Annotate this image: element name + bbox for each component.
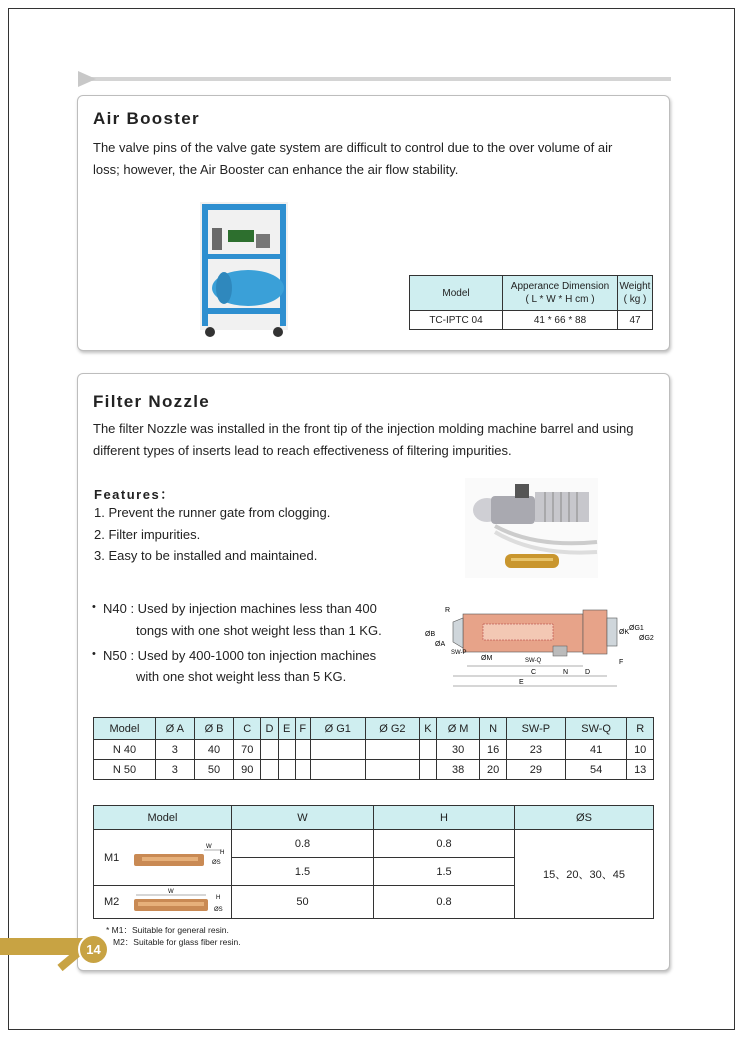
col-weight: Weight ( kg ): [618, 276, 653, 311]
nozzle-section-drawing: [423, 600, 654, 692]
dim-col-header: Ø B: [194, 718, 234, 740]
features-heading: Features：: [94, 487, 175, 502]
page-number: 14: [78, 934, 109, 965]
filter-nozzle-desc-line1: The filter Nozzle was installed in the front tip of the injection molding machine barrel and using: [93, 421, 634, 436]
dim-cell: [295, 760, 310, 780]
dim-col-header: SW-Q: [565, 718, 626, 740]
n50-line2: with one shot weight less than 5 KG.: [136, 669, 347, 684]
filter-nozzle-desc-line2: different types of inserts lead to reach effectiveness of filtering impurities.: [93, 443, 512, 458]
col-model: Model: [410, 276, 503, 311]
dim-cell: [260, 760, 278, 780]
dim-col-header: Model: [94, 718, 156, 740]
dim-cell: [365, 740, 420, 760]
m1-w1: 0.8: [232, 830, 374, 858]
insert-col-h: H: [374, 806, 515, 830]
dim-col-header: Ø A: [155, 718, 194, 740]
n40-line1: N40 : Used by injection machines less than 400: [103, 601, 377, 616]
dim-cell: 70: [234, 740, 260, 760]
dim-cell: [278, 760, 295, 780]
label-e: E: [519, 679, 524, 686]
dim-cell: [310, 740, 365, 760]
n40-line2: tongs with one shot weight less than 1 KG.: [136, 623, 382, 638]
svg-text:H: H: [216, 895, 221, 901]
dim-cell: [310, 760, 365, 780]
dim-col-header: R: [627, 718, 654, 740]
air-booster-table: [409, 275, 653, 330]
note-m1: * M1：Suitable for general resin.: [106, 925, 229, 935]
dim-cell: 40: [194, 740, 234, 760]
label-swq: SW-Q: [525, 658, 542, 664]
dim-cell: 3: [155, 760, 194, 780]
label-r: R: [445, 607, 451, 614]
svg-text:W: W: [206, 843, 213, 850]
dim-col-header: Ø M: [436, 718, 480, 740]
label-k: ØK: [619, 629, 630, 636]
label-f: F: [619, 659, 624, 666]
air-booster-image: [198, 200, 290, 340]
label-c: C: [531, 669, 537, 676]
label-d: D: [585, 669, 591, 676]
air-booster-title: Air Booster: [93, 109, 200, 128]
dim-cell: 20: [480, 760, 506, 780]
label-a: ØA: [435, 641, 446, 648]
air-booster-desc-line2: loss; however, the Air Booster can enhance the air flow stability.: [93, 162, 459, 177]
insert-s-values: 15、20、30、45: [515, 830, 654, 919]
svg-text:W: W: [168, 889, 175, 895]
filter-nozzle-title: Filter Nozzle: [93, 392, 211, 411]
m1-w2: 1.5: [232, 858, 374, 886]
dim-col-header: E: [278, 718, 295, 740]
dim-cell: 10: [627, 740, 654, 760]
n40-bullet: •: [92, 601, 96, 613]
dim-cell: N 50: [94, 760, 156, 780]
filter-nozzle-photo: [465, 478, 598, 578]
dim-col-header: C: [234, 718, 260, 740]
dim-cell: 54: [565, 760, 626, 780]
cell-weight: 47: [618, 311, 653, 330]
nozzle-dimension-table: [93, 717, 654, 780]
n50-bullet: •: [92, 648, 96, 660]
dim-cell: [260, 740, 278, 760]
label-g2: ØG2: [639, 635, 654, 642]
dim-col-header: SW-P: [506, 718, 565, 740]
dim-col-header: D: [260, 718, 278, 740]
top-arrow-icon: [78, 71, 96, 87]
top-rule: [78, 77, 671, 81]
insert-col-w: W: [232, 806, 374, 830]
cell-dimension: 41 * 66 * 88: [503, 311, 618, 330]
n50-line1: N50 : Used by 400-1000 ton injection machines: [103, 648, 377, 663]
dim-cell: [420, 740, 437, 760]
dim-col-header: K: [420, 718, 437, 740]
dim-cell: 23: [506, 740, 565, 760]
dim-col-header: N: [480, 718, 506, 740]
dim-cell: 30: [436, 740, 480, 760]
insert-col-model: Model: [94, 806, 232, 830]
dim-cell: [278, 740, 295, 760]
dim-col-header: Ø G1: [310, 718, 365, 740]
svg-text:H: H: [220, 849, 225, 856]
insert-row-m2: M2 W H ØS: [94, 886, 232, 919]
label-n: N: [563, 669, 569, 676]
dim-cell: [365, 760, 420, 780]
m2-h: 0.8: [374, 886, 515, 919]
m1-h2: 1.5: [374, 858, 515, 886]
feature-item: 1. Prevent the runner gate from clogging.: [94, 505, 331, 520]
col-dimension: Apperance Dimension ( L * W * H cm ): [503, 276, 618, 311]
dim-cell: [420, 760, 437, 780]
svg-text:ØS: ØS: [212, 859, 222, 866]
m1-h1: 0.8: [374, 830, 515, 858]
insert-col-s: ØS: [515, 806, 654, 830]
dim-cell: 38: [436, 760, 480, 780]
dim-cell: [295, 740, 310, 760]
insert-row-m1: M1 W H ØS: [94, 830, 232, 886]
m2-insert-drawing: [130, 887, 230, 917]
air-booster-desc-line1: The valve pins of the valve gate system are difficult to control due to the over volume of air: [93, 140, 613, 155]
note-m2: M2：Suitable for glass fiber resin.: [113, 937, 241, 947]
insert-table: [93, 805, 654, 919]
cell-model: TC-IPTC 04: [410, 311, 503, 330]
dim-cell: 16: [480, 740, 506, 760]
label-g1: ØG1: [629, 625, 644, 632]
svg-text:ØS: ØS: [214, 907, 224, 913]
dim-cell: 3: [155, 740, 194, 760]
dim-cell: 50: [194, 760, 234, 780]
dim-col-header: F: [295, 718, 310, 740]
dim-table-row: [94, 760, 654, 780]
dim-cell: 13: [627, 760, 654, 780]
insert-notes: [106, 924, 241, 948]
feature-item: 2. Filter impurities.: [94, 527, 201, 542]
label-b: ØB: [425, 631, 436, 638]
dim-cell: N 40: [94, 740, 156, 760]
m2-w: 50: [232, 886, 374, 919]
dim-table-row: [94, 740, 654, 760]
label-swp: SW-P: [451, 650, 467, 656]
dim-cell: 90: [234, 760, 260, 780]
dim-cell: 41: [565, 740, 626, 760]
dim-col-header: Ø G2: [365, 718, 420, 740]
label-m: ØM: [481, 655, 493, 662]
dim-cell: 29: [506, 760, 565, 780]
feature-item: 3. Easy to be installed and maintained.: [94, 548, 318, 563]
m1-insert-drawing: [130, 842, 230, 874]
